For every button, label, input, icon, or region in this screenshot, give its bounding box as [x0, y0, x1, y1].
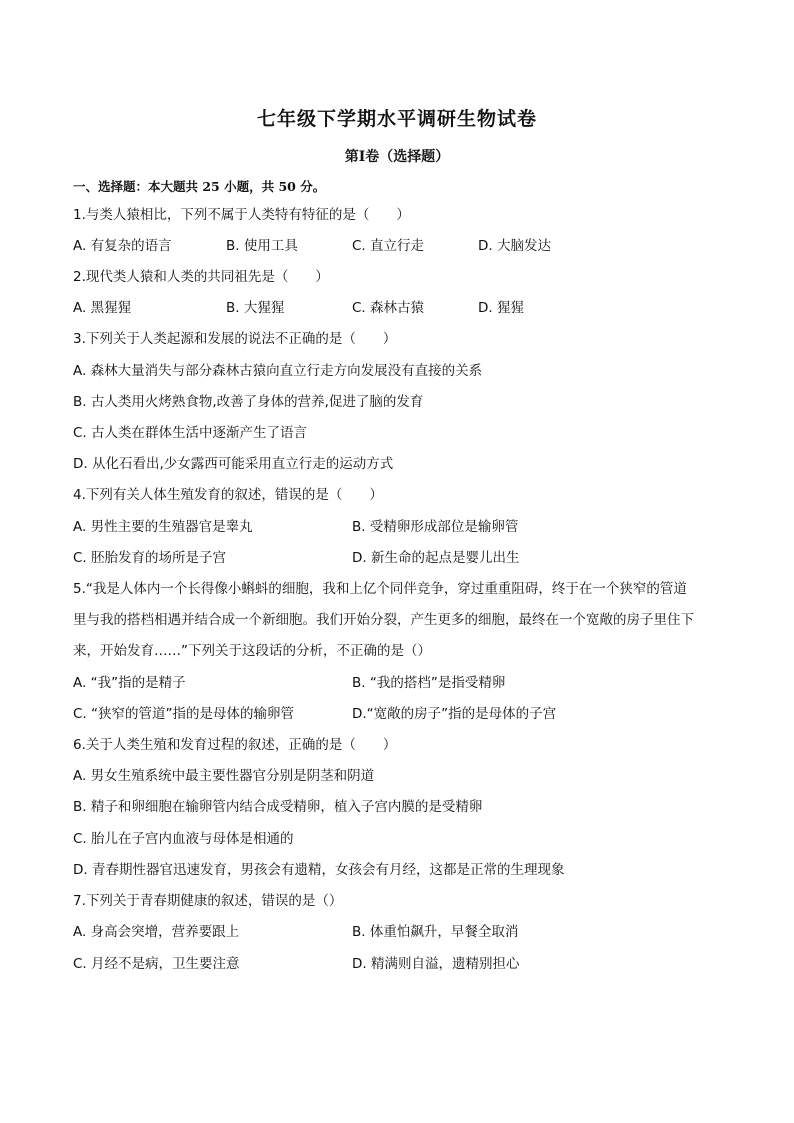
- option-c: C. 胚胎发育的场所是子宫: [73, 550, 227, 566]
- option-d: D. 新生命的起点是婴儿出生: [352, 550, 520, 566]
- option-b: B. 大猩猩: [226, 300, 285, 316]
- question-stem: 3.下列关于人类起源和发展的说法不正确的是（ ）: [73, 331, 397, 347]
- question-stem: 7.下列关于青春期健康的叙述，错误的是（）: [73, 893, 343, 909]
- option-d: D. 青春期性器官迅速发育，男孩会有遗精，女孩会有月经，这都是正常的生理现象: [73, 862, 565, 878]
- option-c: C. 古人类在群体生活中逐渐产生了语言: [73, 425, 308, 441]
- question-stem: 6.关于人类生殖和发育过程的叙述，正确的是（ ）: [73, 737, 397, 753]
- option-a: A. 男女生殖系统中最主要性器官分别是阴茎和阴道: [73, 768, 375, 784]
- option-d: D. 精满则自溢，遗精别担心: [352, 956, 520, 972]
- option-d: D. 从化石看出,少女露西可能采用直立行走的运动方式: [73, 456, 394, 472]
- option-a: A. 身高会突增，营养要跟上: [73, 924, 240, 940]
- question-stem-line: 5.“我是人体内一个长得像小蝌蚪的细胞，我和上亿个同伴竞争，穿过重重阻碍，终于在一个狭窄的管道: [73, 581, 687, 597]
- question-stem: 1.与类人猿相比，下列不属于人类特有特征的是（ ）: [73, 207, 410, 223]
- option-a: A. “我”指的是精子: [73, 675, 186, 691]
- question-stem-line: 来，开始发育……”下列关于这段话的分析，不正确的是（）: [73, 643, 431, 659]
- option-b: B. “我的搭档”是指受精卵: [352, 675, 506, 691]
- option-c: C. 胎儿在子宫内血液与母体是相通的: [73, 831, 294, 847]
- option-b: B. 受精卵形成部位是输卵管: [352, 519, 519, 535]
- option-d: D. 猩猩: [478, 300, 524, 316]
- option-c: C. “狭窄的管道”指的是母体的输卵管: [73, 706, 294, 722]
- question-stem-line: 里与我的搭档相遇并结合成一个新细胞。我们开始分裂，产生更多的细胞，最终在一个宽敞的房子里住下: [73, 612, 694, 628]
- volume-subtitle: 第Ⅰ卷（选择题）: [344, 149, 450, 165]
- option-a: A. 黑猩猩: [73, 300, 132, 316]
- question-stem: 4.下列有关人体生殖发育的叙述，错误的是（ ）: [73, 487, 383, 503]
- option-d: D. 大脑发达: [478, 238, 551, 254]
- option-a: A. 男性主要的生殖器官是睾丸: [73, 519, 253, 535]
- option-b: B. 使用工具: [226, 238, 298, 254]
- option-b: B. 古人类用火烤熟食物,改善了身体的营养,促进了脑的发育: [73, 394, 424, 410]
- option-c: C. 森林古猿: [352, 300, 425, 316]
- question-stem: 2.现代类人猿和人类的共同祖先是（ ）: [73, 269, 329, 285]
- option-b: B. 体重怕飙升，早餐全取消: [352, 924, 519, 940]
- option-b: B. 精子和卵细胞在输卵管内结合成受精卵，植入子宫内膜的是受精卵: [73, 799, 483, 815]
- page-title: 七年级下学期水平调研生物试卷: [256, 108, 537, 130]
- option-a: A. 有复杂的语言: [73, 238, 172, 254]
- option-a: A. 森林大量消失与部分森林古猿向直立行走方向发展没有直接的关系: [73, 363, 483, 379]
- option-c: C. 月经不是病，卫生要注意: [73, 956, 240, 972]
- section-heading: 一、选择题：本大题共 25 小题，共 50 分。: [73, 179, 326, 194]
- option-c: C. 直立行走: [352, 238, 425, 254]
- option-d: D.“宽敞的房子”指的是母体的子宫: [352, 706, 557, 722]
